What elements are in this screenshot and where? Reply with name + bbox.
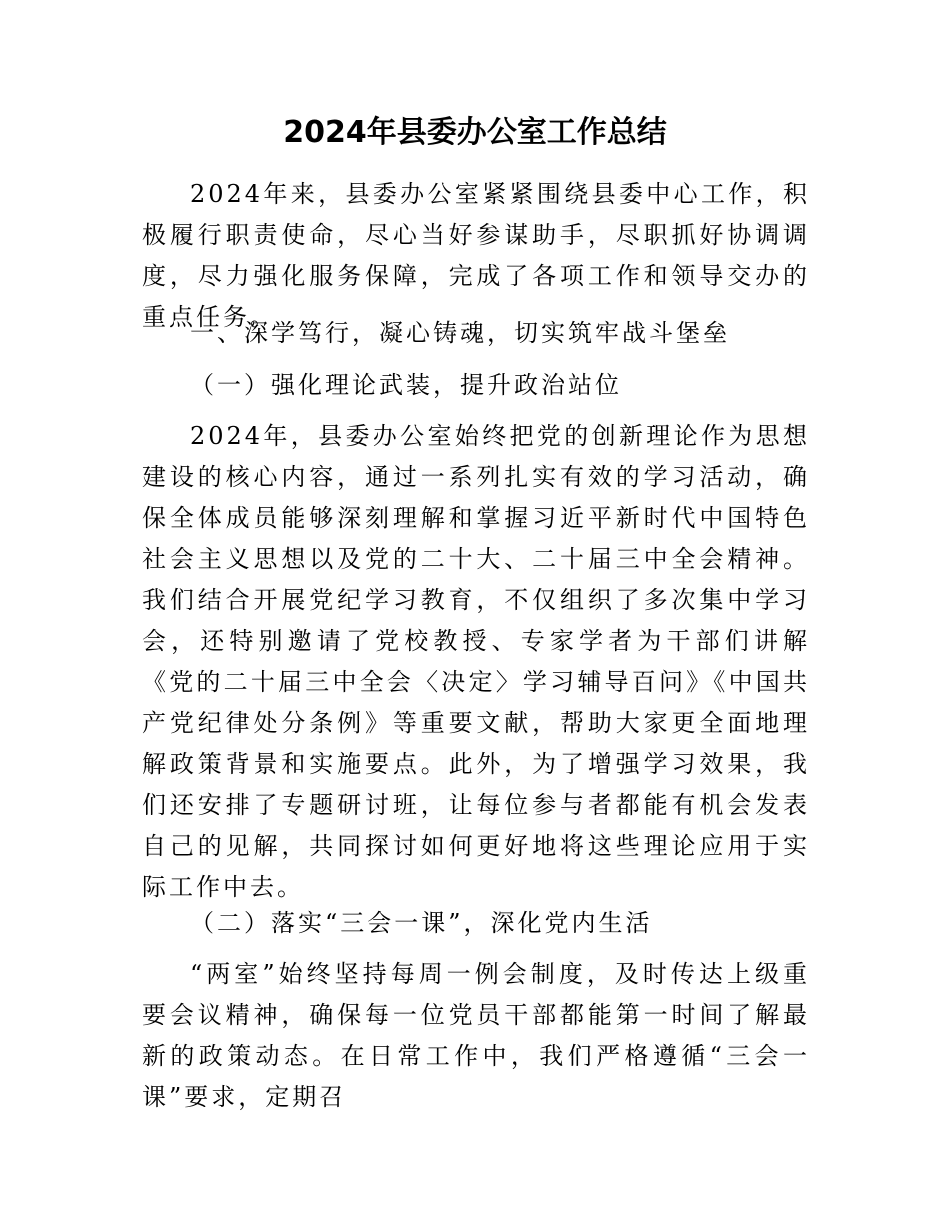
subsection-2-heading: （二）落实“三会一课”，深化党内生活 xyxy=(190,909,653,937)
subsection-2-paragraph: “两室”始终坚持每周一例会制度，及时传达上级重要会议精神，确保每一位党员干部都能第一时间了解最新的政策动态。在日常工作中，我们严格遵循“三会一课”要求，定期召 xyxy=(142,960,810,1111)
intro-paragraph: 2024年来，县委办公室紧紧围绕县委中心工作，积极履行职责使命，尽心当好参谋助手，尽职抓好协调调度，尽力强化服务保障，完成了各项工作和领导交办的重点任务。 xyxy=(142,180,810,331)
subsection-1-heading: （一）强化理论武装，提升政治站位 xyxy=(190,371,622,399)
document-title: 2024年县委办公室工作总结 xyxy=(283,115,667,150)
section-1-heading: 一、深学笃行，凝心铸魂，切实筑牢战斗堡垒 xyxy=(190,319,730,347)
subsection-1-paragraph: 2024年，县委办公室始终把党的创新理论作为思想建设的核心内容，通过一系列扎实有效的学习活动，确保全体成员能够深刻理解和掌握习近平新时代中国特色社会主义思想以及党的二十大、二十届三中全会精神。我们结合开展党纪学习教育，不仅组织了多次集中学习会，还特别邀请了党校教授、专家学者为干部们讲解《党的二十届三中全会〈决定〉学习辅导百问》《中国共产党纪律处分条例》等重要文献，帮助大家更全面地理解政策背景和实施要点。此外，为了增强学习效果，我们还安排了专题研讨班，让每位参与者都能有机会发表自己的见解，共同探讨如何更好地将这些理论应用于实际工作中去。 xyxy=(142,422,810,901)
